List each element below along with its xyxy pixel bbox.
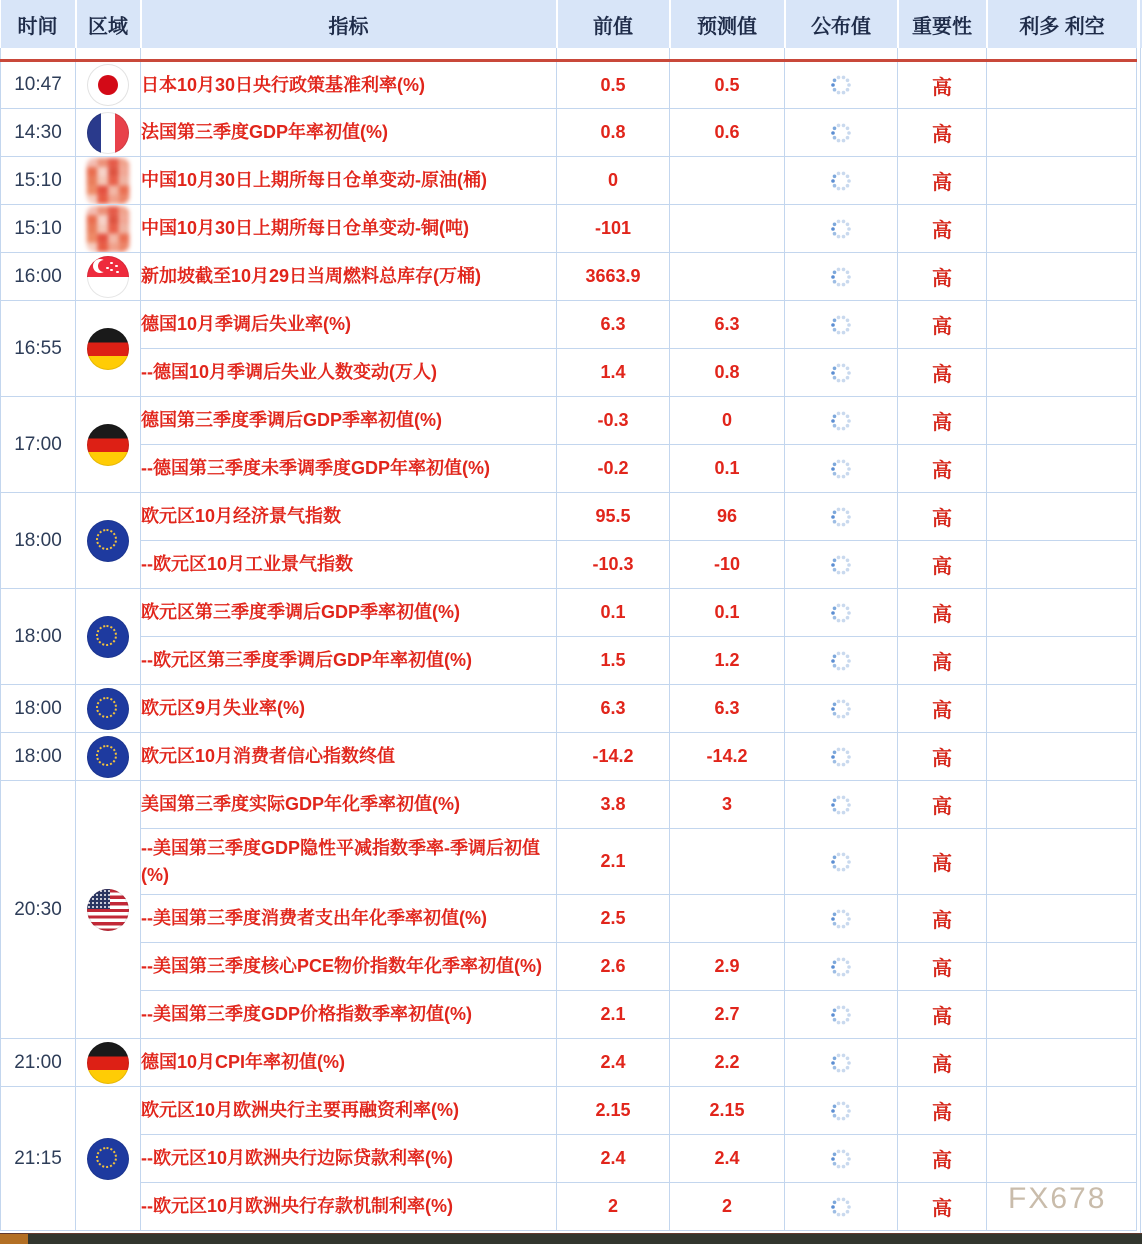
previous-value-cell: -10.3 (557, 541, 670, 589)
indicator-cell: --美国第三季度GDP价格指数季率初值(%) (141, 991, 557, 1039)
importance-cell: 高 (898, 829, 987, 895)
france-flag-icon (87, 112, 129, 154)
china-flag-blurred-icon (86, 206, 130, 252)
forecast-value-cell: 1.2 (670, 637, 785, 685)
column-header-previous: 前值 (557, 0, 670, 48)
time-cell: 16:55 (1, 301, 76, 397)
indicator-cell: 德国10月季调后失业率(%) (141, 301, 557, 349)
published-value-cell (785, 895, 898, 943)
previous-value-cell: -0.2 (557, 445, 670, 493)
previous-value-cell: 2.1 (557, 991, 670, 1039)
table-row (1, 1135, 1137, 1183)
bullish-bearish-cell (987, 445, 1137, 493)
published-value-cell (785, 733, 898, 781)
previous-value-cell: 3.8 (557, 781, 670, 829)
indicator-cell: --欧元区10月工业景气指数 (141, 541, 557, 589)
indicator-cell: 中国10月30日上期所每日仓单变动-铜(吨) (141, 205, 557, 253)
column-header-importance: 重要性 (898, 0, 987, 48)
importance-cell: 高 (898, 589, 987, 637)
china-flag-blurred-icon (86, 158, 130, 204)
forecast-value-cell (670, 253, 785, 301)
published-value-cell (785, 61, 898, 109)
table-row (1, 253, 1137, 301)
importance-cell: 高 (898, 445, 987, 493)
bullish-bearish-cell (987, 157, 1137, 205)
table-row (1, 541, 1137, 589)
previous-value-cell: -0.3 (557, 397, 670, 445)
previous-value-cell: 0.1 (557, 589, 670, 637)
indicator-cell: 中国10月30日上期所每日仓单变动-原油(桶) (141, 157, 557, 205)
eurozone-flag-icon (87, 736, 129, 778)
bullish-bearish-cell (987, 493, 1137, 541)
previous-value-cell: 2.4 (557, 1039, 670, 1087)
importance-cell: 高 (898, 109, 987, 157)
published-value-cell (785, 349, 898, 397)
forecast-value-cell: 2.9 (670, 943, 785, 991)
bullish-bearish-cell (987, 109, 1137, 157)
previous-value-cell: 2.4 (557, 1135, 670, 1183)
importance-cell: 高 (898, 943, 987, 991)
time-cell: 14:30 (1, 109, 76, 157)
table-row (1, 1087, 1137, 1135)
forecast-value-cell: 3 (670, 781, 785, 829)
time-cell: 16:00 (1, 253, 76, 301)
indicator-cell: 德国第三季度季调后GDP季率初值(%) (141, 397, 557, 445)
importance-cell: 高 (898, 493, 987, 541)
eurozone-flag-icon (87, 520, 129, 562)
bullish-bearish-cell (987, 541, 1137, 589)
published-value-cell (785, 943, 898, 991)
published-value-cell (785, 301, 898, 349)
forecast-value-cell (670, 205, 785, 253)
published-value-cell (785, 685, 898, 733)
published-value-cell (785, 589, 898, 637)
importance-cell: 高 (898, 733, 987, 781)
forecast-value-cell: 0 (670, 397, 785, 445)
loading-spinner-icon (829, 697, 853, 721)
region-cell (76, 1087, 141, 1231)
loading-spinner-icon (829, 850, 853, 874)
published-value-cell (785, 1135, 898, 1183)
table-row (1, 637, 1137, 685)
time-cell: 18:00 (1, 685, 76, 733)
loading-spinner-icon (829, 1147, 853, 1171)
bullish-bearish-cell (987, 61, 1137, 109)
time-cell: 21:15 (1, 1087, 76, 1231)
importance-cell: 高 (898, 685, 987, 733)
fx678-watermark: FX678 (1008, 1182, 1107, 1215)
bullish-bearish-cell (987, 301, 1137, 349)
previous-value-cell: 2.6 (557, 943, 670, 991)
previous-value-cell: 3663.9 (557, 253, 670, 301)
forecast-value-cell: 2.7 (670, 991, 785, 1039)
indicator-cell: 欧元区10月消费者信心指数终值 (141, 733, 557, 781)
previous-value-cell: 2.5 (557, 895, 670, 943)
bullish-bearish-cell (987, 637, 1137, 685)
bullish-bearish-cell (987, 1039, 1137, 1087)
bullish-bearish-cell (987, 205, 1137, 253)
loading-spinner-icon (829, 1003, 853, 1027)
importance-cell: 高 (898, 61, 987, 109)
published-value-cell (785, 1039, 898, 1087)
indicator-cell: --欧元区10月欧洲央行存款机制利率(%) (141, 1183, 557, 1231)
published-value-cell (785, 493, 898, 541)
region-cell (76, 781, 141, 1039)
time-cell: 20:30 (1, 781, 76, 1039)
previous-value-cell: 0.5 (557, 61, 670, 109)
indicator-cell: --德国第三季度未季调季度GDP年率初值(%) (141, 445, 557, 493)
table-row (1, 301, 1137, 349)
published-value-cell (785, 1183, 898, 1231)
bullish-bearish-cell (987, 1135, 1137, 1183)
table-row (1, 1183, 1137, 1231)
loading-spinner-icon (829, 1195, 853, 1219)
bottom-bar (0, 1233, 1142, 1244)
time-cell: 10:47 (1, 61, 76, 109)
germany-flag-icon (87, 424, 129, 466)
indicator-cell: 欧元区10月经济景气指数 (141, 493, 557, 541)
singapore-flag-icon (87, 256, 129, 298)
previous-value-cell: 0 (557, 157, 670, 205)
importance-cell: 高 (898, 397, 987, 445)
region-cell (76, 685, 141, 733)
column-header-bullish-bearish: 利多 利空 (987, 0, 1137, 48)
published-value-cell (785, 157, 898, 205)
published-value-cell (785, 445, 898, 493)
column-header-forecast: 预测值 (670, 0, 785, 48)
loading-spinner-icon (829, 601, 853, 625)
bullish-bearish-cell (987, 943, 1137, 991)
importance-cell: 高 (898, 301, 987, 349)
column-header-region: 区域 (76, 0, 141, 48)
loading-spinner-icon (829, 361, 853, 385)
importance-cell: 高 (898, 541, 987, 589)
bullish-bearish-cell (987, 349, 1137, 397)
published-value-cell (785, 991, 898, 1039)
header-divider-row (1, 48, 1137, 61)
region-cell (76, 157, 141, 205)
table-row (1, 157, 1137, 205)
loading-spinner-icon (829, 457, 853, 481)
importance-cell: 高 (898, 1135, 987, 1183)
table-row (1, 829, 1137, 895)
forecast-value-cell: 0.6 (670, 109, 785, 157)
forecast-value-cell: -14.2 (670, 733, 785, 781)
published-value-cell (785, 781, 898, 829)
previous-value-cell: 2.1 (557, 829, 670, 895)
table-row (1, 493, 1137, 541)
table-row (1, 445, 1137, 493)
table-row (1, 109, 1137, 157)
time-cell: 18:00 (1, 493, 76, 589)
table-row (1, 61, 1137, 109)
indicator-cell: --美国第三季度GDP隐性平减指数季率-季调后初值(%) (141, 829, 557, 895)
importance-cell: 高 (898, 253, 987, 301)
table-row (1, 205, 1137, 253)
bullish-bearish-cell (987, 781, 1137, 829)
importance-cell: 高 (898, 1039, 987, 1087)
forecast-value-cell: 2.15 (670, 1087, 785, 1135)
forecast-value-cell: 6.3 (670, 685, 785, 733)
forecast-value-cell: 0.8 (670, 349, 785, 397)
previous-value-cell: 2.15 (557, 1087, 670, 1135)
bullish-bearish-cell (987, 589, 1137, 637)
previous-value-cell: 95.5 (557, 493, 670, 541)
region-cell (76, 61, 141, 109)
loading-spinner-icon (829, 649, 853, 673)
table-row (1, 733, 1137, 781)
eurozone-flag-icon (87, 688, 129, 730)
column-header-indicator: 指标 (141, 0, 557, 48)
loading-spinner-icon (829, 745, 853, 769)
loading-spinner-icon (829, 1051, 853, 1075)
loading-spinner-icon (829, 1099, 853, 1123)
loading-spinner-icon (829, 553, 853, 577)
bullish-bearish-cell (987, 253, 1137, 301)
previous-value-cell: 0.8 (557, 109, 670, 157)
column-header-time: 时间 (1, 0, 76, 48)
loading-spinner-icon (829, 907, 853, 931)
previous-value-cell: -101 (557, 205, 670, 253)
table-row (1, 943, 1137, 991)
eurozone-flag-icon (87, 616, 129, 658)
loading-spinner-icon (829, 217, 853, 241)
forecast-value-cell (670, 829, 785, 895)
indicator-cell: 欧元区第三季度季调后GDP季率初值(%) (141, 589, 557, 637)
importance-cell: 高 (898, 991, 987, 1039)
forecast-value-cell: 2 (670, 1183, 785, 1231)
importance-cell: 高 (898, 637, 987, 685)
previous-value-cell: 6.3 (557, 685, 670, 733)
published-value-cell (785, 541, 898, 589)
forecast-value-cell: -10 (670, 541, 785, 589)
region-cell (76, 301, 141, 397)
importance-cell: 高 (898, 1183, 987, 1231)
importance-cell: 高 (898, 349, 987, 397)
indicator-cell: 欧元区9月失业率(%) (141, 685, 557, 733)
indicator-cell: 日本10月30日央行政策基准利率(%) (141, 61, 557, 109)
time-cell: 15:10 (1, 157, 76, 205)
indicator-cell: --德国10月季调后失业人数变动(万人) (141, 349, 557, 397)
loading-spinner-icon (829, 793, 853, 817)
table-row (1, 349, 1137, 397)
bullish-bearish-cell (987, 991, 1137, 1039)
forecast-value-cell: 0.1 (670, 445, 785, 493)
previous-value-cell: 2 (557, 1183, 670, 1231)
published-value-cell (785, 109, 898, 157)
table-row (1, 1039, 1137, 1087)
bullish-bearish-cell (987, 1087, 1137, 1135)
table-row (1, 589, 1137, 637)
published-value-cell (785, 637, 898, 685)
bullish-bearish-cell (987, 829, 1137, 895)
calendar-table-body (1, 61, 1137, 1231)
forecast-value-cell: 96 (670, 493, 785, 541)
time-cell: 21:00 (1, 1039, 76, 1087)
table-row (1, 685, 1137, 733)
bullish-bearish-cell (987, 733, 1137, 781)
table-row (1, 991, 1137, 1039)
previous-value-cell: -14.2 (557, 733, 670, 781)
loading-spinner-icon (829, 955, 853, 979)
japan-flag-icon (87, 64, 129, 106)
eurozone-flag-icon (87, 1138, 129, 1180)
published-value-cell (785, 205, 898, 253)
region-cell (76, 1039, 141, 1087)
region-cell (76, 397, 141, 493)
indicator-cell: 欧元区10月欧洲央行主要再融资利率(%) (141, 1087, 557, 1135)
forecast-value-cell: 2.2 (670, 1039, 785, 1087)
bullish-bearish-cell (987, 397, 1137, 445)
region-cell (76, 205, 141, 253)
forecast-value-cell: 0.5 (670, 61, 785, 109)
loading-spinner-icon (829, 265, 853, 289)
loading-spinner-icon (829, 169, 853, 193)
indicator-cell: --美国第三季度消费者支出年化季率初值(%) (141, 895, 557, 943)
previous-value-cell: 6.3 (557, 301, 670, 349)
indicator-cell: 德国10月CPI年率初值(%) (141, 1039, 557, 1087)
forecast-value-cell (670, 157, 785, 205)
forecast-value-cell (670, 895, 785, 943)
importance-cell: 高 (898, 895, 987, 943)
indicator-cell: --美国第三季度核心PCE物价指数年化季率初值(%) (141, 943, 557, 991)
region-cell (76, 733, 141, 781)
table-row (1, 895, 1137, 943)
forecast-value-cell: 6.3 (670, 301, 785, 349)
region-cell (76, 493, 141, 589)
time-cell: 17:00 (1, 397, 76, 493)
loading-spinner-icon (829, 313, 853, 337)
indicator-cell: 新加坡截至10月29日当周燃料总库存(万桶) (141, 253, 557, 301)
published-value-cell (785, 829, 898, 895)
previous-value-cell: 1.4 (557, 349, 670, 397)
column-header-published: 公布值 (785, 0, 898, 48)
table-row (1, 781, 1137, 829)
importance-cell: 高 (898, 1087, 987, 1135)
bullish-bearish-cell (987, 685, 1137, 733)
importance-cell: 高 (898, 157, 987, 205)
bullish-bearish-cell (987, 895, 1137, 943)
time-cell: 18:00 (1, 589, 76, 685)
indicator-cell: 美国第三季度实际GDP年化季率初值(%) (141, 781, 557, 829)
indicator-cell: 法国第三季度GDP年率初值(%) (141, 109, 557, 157)
bottom-bar-accent (0, 1234, 28, 1244)
time-cell: 18:00 (1, 733, 76, 781)
published-value-cell (785, 1087, 898, 1135)
region-cell (76, 589, 141, 685)
loading-spinner-icon (829, 73, 853, 97)
table-header (1, 0, 1137, 61)
time-cell: 15:10 (1, 205, 76, 253)
indicator-cell: --欧元区第三季度季调后GDP年率初值(%) (141, 637, 557, 685)
region-cell (76, 253, 141, 301)
germany-flag-icon (87, 1042, 129, 1084)
forecast-value-cell: 0.1 (670, 589, 785, 637)
usa-flag-icon (87, 889, 129, 931)
published-value-cell (785, 397, 898, 445)
importance-cell: 高 (898, 781, 987, 829)
published-value-cell (785, 253, 898, 301)
loading-spinner-icon (829, 505, 853, 529)
region-cell (76, 109, 141, 157)
forecast-value-cell: 2.4 (670, 1135, 785, 1183)
importance-cell: 高 (898, 205, 987, 253)
loading-spinner-icon (829, 121, 853, 145)
table-row (1, 397, 1137, 445)
germany-flag-icon (87, 328, 129, 370)
loading-spinner-icon (829, 409, 853, 433)
indicator-cell: --欧元区10月欧洲央行边际贷款利率(%) (141, 1135, 557, 1183)
previous-value-cell: 1.5 (557, 637, 670, 685)
